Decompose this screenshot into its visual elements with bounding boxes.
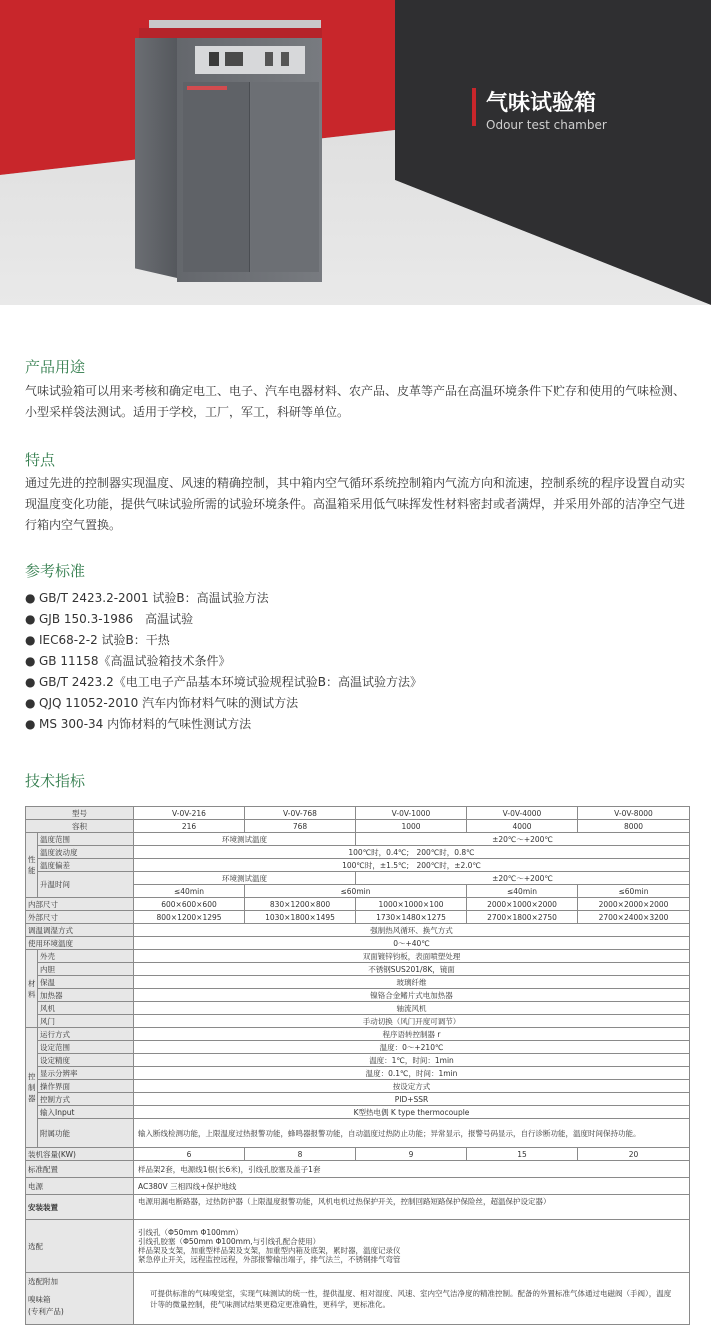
- features-text: 通过先进的控制器实现温度、风速的精确控制，其中箱内空气循环系统控制箱内气流方向和流速，控制系统的程序设置自动实现温度变化功能，提供气味试验所需的试验环境条件。高温箱采用低气味挥发性材料密封或者满焊，并采用外部的洁净空气进行箱内空气置换。: [25, 476, 686, 532]
- table-cell: 可提供标准的气味嗅觉室，实现气味测试的统一性，提供温度、相对湿度、风速、室内空气洁净度的精准控制。配备的外置标准气体通过电磁阀（手阀），温度计等的微量控制，使气味测试结果更稳定更准确性，更科学，更标准化。: [134, 1273, 690, 1325]
- table-row: [26, 1093, 690, 1106]
- table-cell: V-0V-1000: [356, 807, 467, 820]
- table-row: [26, 1161, 690, 1178]
- table-cell: 手动切换（风门开度可调节）: [134, 1015, 690, 1028]
- table-cell: ≤40min: [134, 885, 245, 898]
- table-cell: ±20℃～+200℃: [356, 872, 690, 885]
- table-cell: 升温时间: [38, 872, 134, 898]
- table-row: [26, 963, 690, 976]
- table-cell: 输入断线检测功能，上限温度过热报警功能，蜂鸣器报警功能，自动温度过热防止功能；异常显示，报警号码显示，自行诊断功能，温度时间保持功能。: [134, 1119, 690, 1148]
- table-cell: 加热器: [38, 989, 134, 1002]
- table-row: [26, 950, 690, 963]
- table-cell: 控制器: [26, 1028, 38, 1148]
- options-cell: 引线孔（Φ50mm Φ100mm） 引线孔胶塞（Φ50mm Φ100mm,与引线孔配合使用） 样品架及支架，加重型样品架及支架，加重型内箱及底架，累时器，温度记录仪 紧急停止开关，远程监控远程，外部报警输出端子，排气法兰，不锈钢排气弯管: [134, 1220, 690, 1273]
- table-cell: 显示分辨率: [38, 1067, 134, 1080]
- table-cell: 温度范围: [38, 833, 134, 846]
- table-cell: 性能: [26, 833, 38, 898]
- table-cell: 外部尺寸: [26, 911, 134, 924]
- product-title-cn: 气味试验箱: [486, 91, 597, 116]
- table-cell: 8000: [578, 820, 690, 833]
- table-cell: 环境测试温度: [134, 833, 356, 846]
- table-cell: 9: [356, 1148, 467, 1161]
- table-cell: 设定范围: [38, 1041, 134, 1054]
- table-cell: 2700×2400×3200: [578, 911, 690, 924]
- table-cell: 玻璃纤维: [134, 976, 690, 989]
- table-cell: 100℃时，0.4℃; 200℃时，0.8℃: [134, 846, 690, 859]
- table-row: [26, 1195, 690, 1220]
- table-row: [26, 1106, 690, 1119]
- table-cell: V-0V-216: [134, 807, 245, 820]
- table-cell: 材料: [26, 950, 38, 1028]
- table-cell: 输入Input: [38, 1106, 134, 1119]
- table-cell: 选配: [26, 1220, 134, 1273]
- product-title-en: Odour test chamber: [486, 118, 607, 132]
- table-cell: 1730×1480×1275: [356, 911, 467, 924]
- table-cell: 样品架2套，电源线1根(长6米)，引线孔胶塞及盖子1套: [134, 1161, 690, 1178]
- table-cell: 附属功能: [38, 1119, 134, 1148]
- table-row: [26, 911, 690, 924]
- table-cell: 20: [578, 1148, 690, 1161]
- table-cell: 216: [134, 820, 245, 833]
- table-cell: AC380V 三相四线+保护地线: [134, 1178, 690, 1195]
- standard-item: ● GB/T 2423.2-2001 试验B：高温试验方法: [25, 591, 269, 605]
- table-cell: 强制热风循环、换气方式: [134, 924, 690, 937]
- table-cell: 温度：1℃，时间：1min: [134, 1054, 690, 1067]
- table-row: [26, 833, 690, 846]
- table-cell: 容积: [26, 820, 134, 833]
- table-cell: 型号: [26, 807, 134, 820]
- table-cell: V-0V-4000: [467, 807, 578, 820]
- table-cell: 6: [134, 1148, 245, 1161]
- table-cell: 800×1200×1295: [134, 911, 245, 924]
- table-cell: 风机: [38, 1002, 134, 1015]
- table-row: [26, 872, 690, 885]
- table-row: [26, 846, 690, 859]
- standard-item: ● GB/T 2423.2《电工电子产品基本环境试验规程试验B：高温试验方法》: [25, 675, 422, 689]
- standards-list: [25, 588, 422, 735]
- standard-item: ● GJB 150.3-1986 高温试验: [25, 612, 194, 626]
- table-row: [26, 1028, 690, 1041]
- table-cell: 768: [245, 820, 356, 833]
- usage-text: 气味试验箱可以用来考核和确定电工、电子、汽车电器材料、农产品、皮革等产品在高温环境条件下贮存和使用的气味检测、小型采样袋法测试。适用于学校，工厂，军工，科研等单位。: [25, 384, 686, 419]
- table-cell: ≤60min: [578, 885, 690, 898]
- table-cell: PID+SSR: [134, 1093, 690, 1106]
- table-cell: 按设定方式: [134, 1080, 690, 1093]
- table-row: [26, 924, 690, 937]
- table-cell: V-0V-8000: [578, 807, 690, 820]
- features-heading: 特点: [25, 451, 56, 469]
- table-cell: 2000×1000×2000: [467, 898, 578, 911]
- table-row: [26, 1054, 690, 1067]
- table-row: [26, 807, 690, 820]
- table-cell: 操作界面: [38, 1080, 134, 1093]
- table-cell: 保温: [38, 976, 134, 989]
- table-cell: 830×1200×800: [245, 898, 356, 911]
- table-row: [26, 1015, 690, 1028]
- table-cell: 使用环境温度: [26, 937, 134, 950]
- standards-heading: 参考标准: [25, 562, 86, 580]
- table-cell: 外壳: [38, 950, 134, 963]
- table-row: [26, 989, 690, 1002]
- standard-item: ● GB 11158《高温试验箱技术条件》: [25, 654, 231, 668]
- table-cell: 镍铬合金鳍片式电加热器: [134, 989, 690, 1002]
- table-cell: 温度波动度: [38, 846, 134, 859]
- table-cell: 安装装置: [26, 1195, 134, 1220]
- table-cell: 标准配置: [26, 1161, 134, 1178]
- hero-banner: [0, 0, 711, 305]
- standard-item: ● IEC68-2-2 试验B：干热: [25, 633, 170, 647]
- table-row: [26, 1220, 690, 1273]
- table-cell: 1030×1800×1495: [245, 911, 356, 924]
- table-cell: 调温调湿方式: [26, 924, 134, 937]
- table-cell: 8: [245, 1148, 356, 1161]
- table-cell: V-0V-768: [245, 807, 356, 820]
- table-cell: 内胆: [38, 963, 134, 976]
- table-row: [26, 1273, 690, 1325]
- standard-item: ● MS 300-34 内饰材料的气味性测试方法: [25, 717, 252, 731]
- table-row: [26, 898, 690, 911]
- table-row: [26, 1041, 690, 1054]
- table-cell: 1000: [356, 820, 467, 833]
- table-cell: 装机容量(KW): [26, 1148, 134, 1161]
- table-cell: 温度：0～+210℃: [134, 1041, 690, 1054]
- table-row: [26, 937, 690, 950]
- specs-heading: 技术指标: [25, 772, 86, 790]
- table-cell: 不锈钢SUS201/8K，镜面: [134, 963, 690, 976]
- table-row: [26, 1080, 690, 1093]
- table-row: [26, 1178, 690, 1195]
- table-cell: 轴流风机: [134, 1002, 690, 1015]
- usage-heading: 产品用途: [25, 358, 86, 376]
- table-cell: 温度：0.1℃，时间：1min: [134, 1067, 690, 1080]
- table-cell: 600×600×600: [134, 898, 245, 911]
- table-row: [26, 820, 690, 833]
- table-cell: 设定精度: [38, 1054, 134, 1067]
- table-row: [26, 1067, 690, 1080]
- table-cell: 环境测试温度: [134, 872, 356, 885]
- table-cell: ≤40min: [467, 885, 578, 898]
- table-cell: 1000×1000×100: [356, 898, 467, 911]
- table-cell: ≤60min: [245, 885, 467, 898]
- table-cell: 选配附加 嗅味箱 (专利产品): [26, 1273, 134, 1325]
- table-cell: 2000×2000×2000: [578, 898, 690, 911]
- table-cell: ±20℃～+200℃: [356, 833, 690, 846]
- chamber-product-image: [135, 20, 325, 282]
- table-cell: 4000: [467, 820, 578, 833]
- table-cell: 15: [467, 1148, 578, 1161]
- spec-table: [25, 806, 690, 1325]
- table-row: [26, 1148, 690, 1161]
- table-row: [26, 1002, 690, 1015]
- table-cell: 风门: [38, 1015, 134, 1028]
- table-cell: 100℃时，±1.5℃; 200℃时，±2.0℃: [134, 859, 690, 872]
- table-row: [26, 976, 690, 989]
- table-cell: 电源用漏电断路器，过热防护器（上限温度报警功能，风机电机过热保护开关，控制回路短路保护保险丝，超温保护设定器）: [134, 1195, 690, 1220]
- table-cell: 运行方式: [38, 1028, 134, 1041]
- table-cell: 0～+40℃: [134, 937, 690, 950]
- table-cell: 控制方式: [38, 1093, 134, 1106]
- table-cell: K型热电偶 K type thermocouple: [134, 1106, 690, 1119]
- table-cell: 内部尺寸: [26, 898, 134, 911]
- table-row: [26, 859, 690, 872]
- standard-item: ● QJQ 11052-2010 汽车内饰材料气味的测试方法: [25, 696, 299, 710]
- table-cell: 电源: [26, 1178, 134, 1195]
- table-cell: 2700×1800×2750: [467, 911, 578, 924]
- table-cell: 程序语转控制器 r: [134, 1028, 690, 1041]
- table-cell: 温度偏差: [38, 859, 134, 872]
- table-cell: 双面镀锌钧板，表面喷塑处理: [134, 950, 690, 963]
